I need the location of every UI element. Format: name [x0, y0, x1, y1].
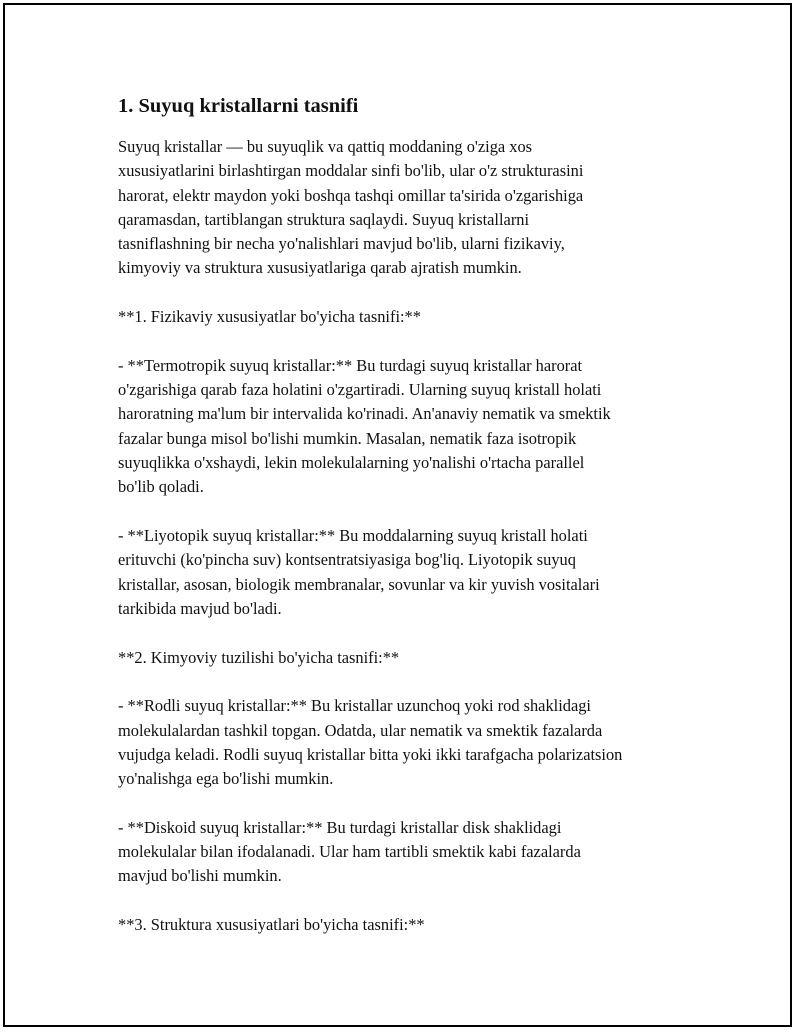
text-line: yo'nalishga ega bo'lishi mumkin.: [118, 769, 334, 789]
text-line: tasniflashning bir necha yo'nalishlari mavjud bo'lib, ularni fizikaviy,: [118, 234, 565, 254]
text-line: kristallar, asosan, biologik membranalar, sovunlar va kir yuvish vositalari: [118, 574, 600, 594]
text-line: xususiyatlarini birlashtirgan moddalar sinfi bo'lib, ular o'z strukturasini: [118, 161, 584, 181]
text-line: **2. Kimyoviy tuzilishi bo'yicha tasnifi:**: [118, 647, 400, 667]
text-line: harorat, elektr maydon yoki boshqa tashqi omillar ta'sirida o'zgarishiga: [118, 185, 584, 205]
text-line: vujudga keladi. Rodli suyuq kristallar bitta yoki ikki tarafgacha polarizatsion: [118, 744, 623, 764]
paragraph: [118, 694, 688, 791]
text-line: bo'lib qoladi.: [118, 477, 204, 497]
paragraph: [118, 913, 688, 937]
text-line: mavjud bo'lishi mumkin.: [118, 866, 282, 886]
text-line: erituvchi (ko'pincha suv) kontsentratsiyasiga bog'liq. Liyotopik suyuq: [118, 550, 576, 570]
text-line: fazalar bunga misol bo'lishi mumkin. Masalan, nematik faza isotropik: [118, 428, 577, 448]
text-line: - **Diskoid suyuq kristallar:** Bu turdagi kristallar disk shaklidagi: [118, 817, 562, 837]
text-line: - **Liyotopik suyuq kristallar:** Bu moddalarning suyuq kristall holati: [118, 526, 588, 546]
paragraph: [118, 646, 688, 670]
text-line: o'zgarishiga qarab faza holatini o'zgartiradi. Ularning suyuq kristall holati: [118, 380, 602, 400]
text-line: molekulalardan tashkil topgan. Odatda, ular nematik va smektik fazalarda: [118, 720, 603, 740]
paragraph: [118, 524, 688, 621]
section-title: 1. Suyuq kristallarni tasnifi: [118, 95, 359, 117]
text-line: - **Termotropik suyuq kristallar:** Bu turdagi suyuq kristallar harorat: [118, 355, 583, 375]
paragraph: [118, 354, 688, 500]
text-line: molekulalar bilan ifodalanadi. Ular ham tartibli smektik kabi fazalarda: [118, 842, 581, 862]
text-line: haroratning ma'lum bir intervalida ko'rinadi. An'anaviy nematik va smektik: [118, 404, 611, 424]
text-line: Suyuq kristallar — bu suyuqlik va qattiq moddaning o'ziga xos: [118, 137, 533, 156]
text-line: - **Rodli suyuq kristallar:** Bu kristallar uzunchoq yoki rod shaklidagi: [118, 696, 591, 716]
document-body: [118, 92, 688, 962]
text-line: suyuqlikka o'xshaydi, lekin molekulalarning yo'nalishi o'rtacha parallel: [118, 453, 585, 473]
paragraph: [118, 305, 688, 329]
paragraph: [118, 135, 688, 281]
text-line: tarkibida mavjud bo'ladi.: [118, 598, 282, 618]
paragraph: [118, 816, 688, 889]
text-line: **1. Fizikaviy xususiyatlar bo'yicha tasnifi:**: [118, 307, 421, 327]
text-line: qaramasdan, tartiblangan struktura saqlaydi. Suyuq kristallarni: [118, 209, 530, 229]
text-line: **3. Struktura xususiyatlari bo'yicha tasnifi:**: [118, 915, 425, 935]
text-line: kimyoviy va struktura xususiyatlariga qarab ajratish mumkin.: [118, 258, 522, 278]
paragraph-list: [118, 135, 688, 937]
